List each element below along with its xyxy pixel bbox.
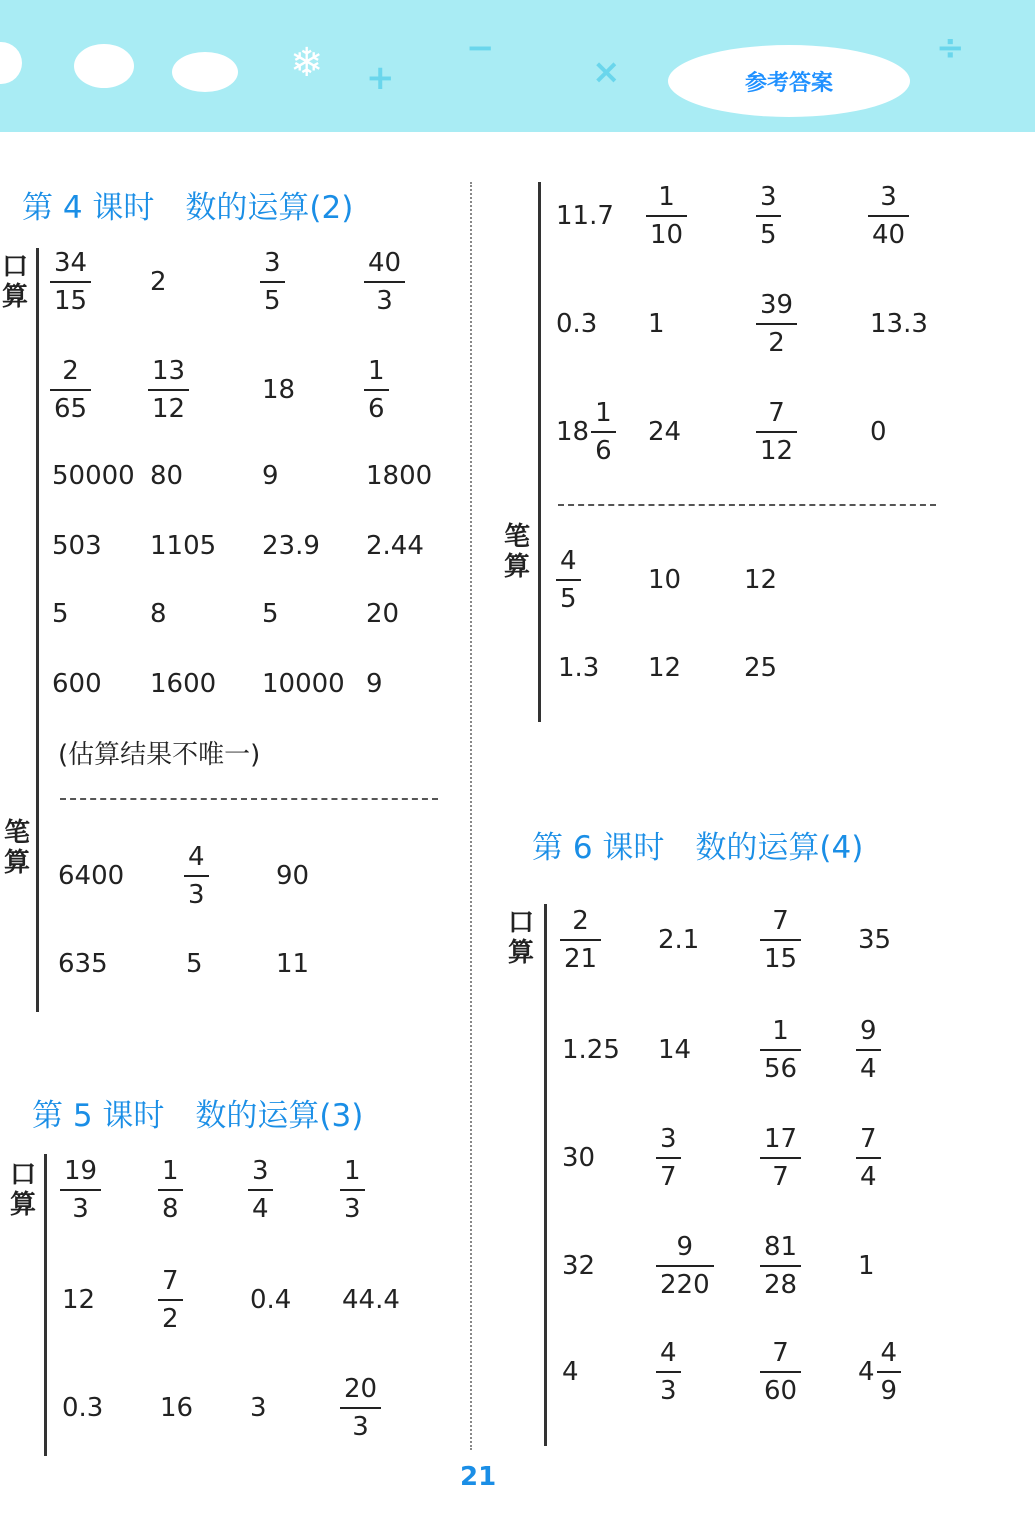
numerator: 9	[676, 1232, 694, 1262]
denominator: 7	[760, 1157, 801, 1195]
answer-value: 9	[366, 669, 383, 699]
answer-value: 23.9	[262, 531, 320, 561]
numerator: 4	[880, 1338, 898, 1368]
dashed-separator	[60, 798, 438, 800]
fraction	[52, 245, 89, 319]
oral-label: 口算	[9, 1160, 36, 1220]
answer-value: 13.3	[870, 309, 928, 339]
numerator: 39	[760, 290, 794, 320]
denominator: 28	[760, 1265, 801, 1303]
answer-value: 16	[160, 1393, 194, 1423]
fraction	[762, 1121, 799, 1195]
fraction	[658, 1229, 712, 1303]
answer-key-badge: 参考答案	[668, 45, 910, 117]
answer-value: 10000	[262, 669, 345, 699]
answer-value: 12	[744, 565, 778, 595]
fraction	[858, 1013, 879, 1087]
fraction	[160, 1263, 181, 1337]
section-title-lesson-5: 第 5 课时 数的运算(3)	[32, 1098, 364, 1134]
answer-value: 35	[858, 925, 892, 955]
answer-fraction	[366, 353, 387, 427]
answer-fraction	[562, 903, 599, 977]
denominator: 12	[148, 389, 189, 427]
numerator: 1	[772, 1016, 789, 1046]
whole-part: 18	[556, 417, 590, 447]
numerator: 20	[344, 1374, 378, 1404]
plus-sign: +	[366, 58, 395, 98]
numerator: 7	[162, 1266, 179, 1296]
answer-fraction	[342, 1371, 379, 1445]
answer-value: 44.4	[342, 1285, 400, 1315]
numerator: 81	[764, 1232, 798, 1262]
answer-value: 5	[186, 949, 203, 979]
fraction	[366, 245, 403, 319]
fraction	[186, 839, 207, 913]
numerator: 4	[560, 546, 577, 576]
answer-value: 3	[250, 1393, 267, 1423]
denominator: 56	[760, 1049, 801, 1087]
denominator: 60	[760, 1371, 801, 1409]
fraction	[262, 245, 283, 319]
denominator: 2	[756, 323, 797, 361]
answer-value: 0.4	[250, 1285, 292, 1315]
numerator: 40	[368, 248, 402, 278]
page-number: 21	[460, 1462, 497, 1492]
answer-value: 4	[562, 1357, 579, 1387]
answer-value: 1600	[150, 669, 217, 699]
numerator: 13	[152, 356, 186, 386]
answer-value: 503	[52, 531, 102, 561]
numerator: 4	[188, 842, 205, 872]
answer-value: 10	[648, 565, 682, 595]
answer-value: 9	[262, 461, 279, 491]
answer-value: 12	[62, 1285, 96, 1315]
numerator: 1	[368, 356, 385, 386]
answer-fraction	[758, 287, 795, 361]
fraction	[593, 395, 614, 469]
fraction	[658, 1335, 679, 1409]
fraction	[758, 179, 779, 253]
answer-value: 1105	[150, 531, 217, 561]
numerator: 3	[760, 182, 777, 212]
fraction	[562, 903, 599, 977]
answer-value: 11	[276, 949, 310, 979]
numerator: 4	[660, 1338, 677, 1368]
divider-line	[36, 248, 39, 1012]
answer-fraction	[762, 1013, 799, 1087]
answer-value: 8	[150, 599, 167, 629]
denominator: 3	[364, 281, 405, 319]
answer-value: 2.1	[658, 925, 700, 955]
fraction	[558, 543, 579, 617]
fraction	[762, 1335, 799, 1409]
section-title-lesson-6: 第 6 课时 数的运算(4)	[532, 830, 864, 866]
cloud-icon	[0, 42, 22, 84]
denominator: 40	[868, 215, 909, 253]
numerator: 19	[64, 1156, 98, 1186]
answer-value: 50000	[52, 461, 135, 491]
numerator: 9	[860, 1016, 877, 1046]
fraction	[648, 179, 685, 253]
answer-value: 11.7	[556, 201, 614, 231]
divider-line	[544, 904, 547, 1446]
fraction	[762, 1013, 799, 1087]
numerator: 7	[768, 398, 785, 428]
denominator: 15	[50, 281, 91, 319]
fraction	[366, 353, 387, 427]
fraction	[658, 1121, 679, 1195]
denominator: 5	[756, 215, 781, 253]
answer-fraction	[762, 903, 799, 977]
answer-fraction	[762, 1121, 799, 1195]
answer-value: 80	[150, 461, 184, 491]
denominator: 6	[591, 431, 616, 469]
numerator: 34	[54, 248, 88, 278]
answer-fraction	[762, 1335, 799, 1409]
answer-fraction	[658, 1229, 712, 1303]
answer-fraction	[858, 1121, 879, 1195]
denominator: 12	[756, 431, 797, 469]
numerator: 17	[764, 1124, 798, 1154]
answer-value: 6400	[58, 861, 125, 891]
answer-value: 2.44	[366, 531, 424, 561]
dashed-separator	[558, 504, 936, 506]
answer-value: 635	[58, 949, 108, 979]
answer-fraction	[648, 179, 685, 253]
snowflake-icon: ❄	[290, 40, 324, 86]
answer-value: 0.3	[556, 309, 598, 339]
denominator: 3	[184, 875, 209, 913]
numerator: 7	[772, 1338, 789, 1368]
fraction	[250, 1153, 271, 1227]
numerator: 7	[860, 1124, 877, 1154]
fraction	[160, 1153, 181, 1227]
answer-fraction	[160, 1153, 181, 1227]
cloud-icon	[74, 44, 134, 88]
denominator: 7	[656, 1157, 681, 1195]
numerator: 1	[344, 1156, 361, 1186]
answer-value: 20	[366, 599, 400, 629]
denominator: 220	[656, 1265, 714, 1303]
fraction	[342, 1153, 363, 1227]
fraction	[762, 1229, 799, 1303]
denominator: 6	[364, 389, 389, 427]
answer-fraction	[52, 245, 89, 319]
denominator: 4	[856, 1049, 881, 1087]
answer-value: 30	[562, 1143, 596, 1173]
answer-value: 0	[870, 417, 887, 447]
whole-part: 4	[858, 1357, 875, 1387]
answer-value: 14	[658, 1035, 692, 1065]
answer-value: 24	[648, 417, 682, 447]
denominator: 10	[646, 215, 687, 253]
fraction	[879, 1335, 900, 1409]
answer-fraction	[150, 353, 187, 427]
answer-value: 0.3	[62, 1393, 104, 1423]
numerator: 3	[880, 182, 897, 212]
answer-value: 32	[562, 1251, 596, 1281]
numerator: 3	[252, 1156, 269, 1186]
denominator: 4	[856, 1157, 881, 1195]
numerator: 2	[62, 356, 79, 386]
answer-value: 2	[150, 267, 167, 297]
numerator: 7	[772, 906, 789, 936]
section-title-lesson-4: 第 4 课时 数的运算(2)	[22, 190, 354, 226]
answer-fraction	[658, 1335, 679, 1409]
oral-label: 口算	[1, 252, 28, 312]
denominator: 3	[340, 1407, 381, 1445]
written-label: 笔算	[503, 522, 530, 582]
numerator: 1	[658, 182, 675, 212]
answer-fraction	[160, 1263, 181, 1337]
denominator: 4	[248, 1189, 273, 1227]
answer-fraction	[762, 1229, 799, 1303]
answer-value: 1	[858, 1251, 875, 1281]
fraction	[758, 395, 795, 469]
denominator: 2	[158, 1299, 183, 1337]
answer-fraction	[62, 1153, 99, 1227]
answer-value: 1.3	[558, 653, 600, 683]
denominator: 15	[760, 939, 801, 977]
denominator: 21	[560, 939, 601, 977]
numerator: 3	[264, 248, 281, 278]
answer-fraction	[186, 839, 207, 913]
oral-label: 口算	[507, 908, 534, 968]
denominator: 3	[340, 1189, 365, 1227]
answer-value: 5	[52, 599, 69, 629]
answer-fraction	[858, 1013, 879, 1087]
answer-value: 1.25	[562, 1035, 620, 1065]
answer-value: 1	[648, 309, 665, 339]
fraction	[52, 353, 89, 427]
divider-line	[44, 1154, 47, 1456]
answer-fraction	[262, 245, 283, 319]
fraction	[762, 903, 799, 977]
numerator: 1	[162, 1156, 179, 1186]
answer-value: 5	[262, 599, 279, 629]
answer-fraction	[250, 1153, 271, 1227]
denominator: 5	[556, 579, 581, 617]
numerator: 2	[572, 906, 589, 936]
answer-value: 90	[276, 861, 310, 891]
answer-fraction	[758, 395, 795, 469]
fraction	[870, 179, 907, 253]
divider-line	[538, 182, 541, 722]
denominator: 5	[260, 281, 285, 319]
fraction	[342, 1371, 379, 1445]
fraction	[858, 1121, 879, 1195]
cloud-icon	[172, 52, 238, 92]
answer-value: 1800	[366, 461, 433, 491]
answer-mixed-number	[858, 1335, 899, 1409]
denominator: 8	[158, 1189, 183, 1227]
answer-fraction	[52, 353, 89, 427]
answer-fraction	[366, 245, 403, 319]
answer-fraction	[342, 1153, 363, 1227]
answer-fraction	[758, 179, 779, 253]
column-divider	[470, 182, 472, 1450]
answer-fraction	[870, 179, 907, 253]
answer-fraction	[558, 543, 579, 617]
answer-fraction	[658, 1121, 679, 1195]
times-sign: ×	[592, 52, 621, 92]
denominator: 65	[50, 389, 91, 427]
denominator: 3	[656, 1371, 681, 1409]
answer-value: 25	[744, 653, 778, 683]
header-banner	[0, 0, 1035, 132]
answer-value: 600	[52, 669, 102, 699]
denominator: 9	[877, 1371, 902, 1409]
answer-value: 18	[262, 375, 296, 405]
estimation-note: (估算结果不唯一)	[58, 740, 261, 770]
answer-mixed-number	[556, 395, 614, 469]
answer-value: 12	[648, 653, 682, 683]
fraction	[62, 1153, 99, 1227]
written-label: 笔算	[3, 818, 30, 878]
fraction	[758, 287, 795, 361]
numerator: 1	[595, 398, 612, 428]
fraction	[150, 353, 187, 427]
minus-sign: −	[466, 28, 495, 68]
numerator: 3	[660, 1124, 677, 1154]
denominator: 3	[60, 1189, 101, 1227]
divide-sign: ÷	[936, 28, 965, 68]
